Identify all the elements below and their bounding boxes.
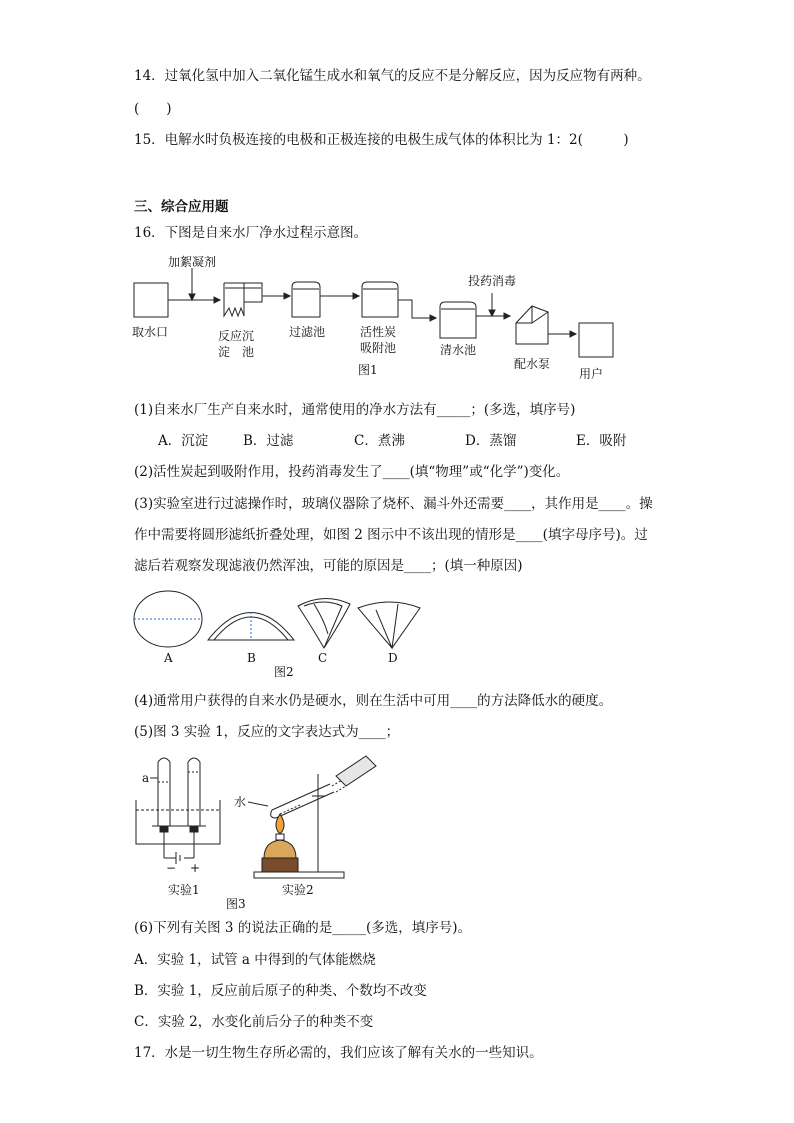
intake-box [134, 283, 168, 317]
q16-part4: (4)通常用户获得的自来水仍是硬水，则在生活中可用____的方法降低水的硬度。 [134, 693, 613, 709]
statement-b: B．实验 1，反应前后原子的种类、个数均不改变 [134, 983, 427, 999]
statement-a: A．实验 1，试管 a 中得到的气体能燃烧 [134, 952, 376, 968]
q16-part3-line1: (3)实验室进行过滤操作时，玻璃仪器除了烧杯、漏斗外还需要____，其作用是____。操 [134, 496, 653, 512]
tube-a-label: a [142, 771, 150, 785]
statement-c: C．实验 2，水变化前后分子的种类不变 [134, 1014, 374, 1030]
pump [516, 306, 548, 344]
q16-part2: (2)活性炭起到吸附作用，投药消毒发生了____(填“物理”或“化学”)变化。 [134, 464, 570, 480]
q16-part1: (1)自来水厂生产自来水时，通常使用的净水方法有_____；(多选，填序号) [134, 402, 576, 418]
electrolysis-tank [136, 800, 220, 844]
q14-answer-paren: ( ) [134, 101, 172, 117]
label-settle-2: 淀 池 [218, 345, 255, 359]
label-carbon-2: 吸附池 [360, 341, 397, 355]
label-disinfect: 投药消毒 [468, 274, 517, 288]
fig2-label-d: D [388, 651, 398, 665]
q16-part6: (6)下列有关图 3 的说法正确的是_____(多选，填序号)。 [134, 920, 472, 936]
paper-d-cone [358, 602, 420, 648]
exp1-label: 实验1 [168, 883, 200, 897]
fig2-label-b: B [247, 651, 256, 665]
label-intake: 取水口 [132, 325, 169, 339]
section-title: 三、综合应用题 [134, 199, 229, 215]
option-b: B．过滤 [243, 433, 294, 449]
option-c: C．煮沸 [354, 433, 405, 449]
clear-water-tank [440, 302, 476, 338]
figure3-caption: 图3 [226, 897, 246, 911]
user-box [579, 323, 613, 357]
option-a: A．沉淀 [158, 433, 209, 449]
q16-part3-line2: 作中需要将圆形滤纸折叠处理，如图 2 图示中不该出现的情形是____(填字母序号)。过 [134, 527, 648, 543]
test-tube [271, 784, 334, 818]
water-label: 水 [234, 795, 247, 809]
filter-tank [292, 282, 320, 317]
exp2-label: 实验2 [282, 883, 314, 897]
label-filter: 过滤池 [289, 325, 326, 339]
label-coagulant: 加絮凝剂 [168, 255, 217, 269]
figure2-filter-paper [128, 590, 448, 682]
figure2-caption: 图2 [274, 665, 294, 679]
figure1-flow-diagram [126, 250, 626, 386]
figure1-caption: 图1 [358, 363, 378, 377]
q17-stem: 17．水是一切生物生存所必需的，我们应该了解有关水的一些知识。 [134, 1045, 543, 1061]
label-settle-1: 反应沉 [218, 329, 255, 343]
option-e: E．吸附 [576, 433, 627, 449]
iron-stand-base [254, 872, 344, 878]
label-clear-water: 清水池 [440, 343, 477, 357]
alcohol-lamp [264, 840, 296, 858]
glass-plate [336, 756, 376, 786]
q15-text: 15．电解水时负极连接的电极和正极连接的电极生成气体的体积比为 1：2( ) [134, 132, 629, 148]
q14-text: 14．过氧化氢中加入二氧化锰生成水和氧气的反应不是分解反应，因为反应物有两种。 [134, 68, 651, 84]
tube-b [188, 758, 200, 826]
tube-a [158, 758, 170, 826]
option-d: D．蒸馏 [465, 433, 517, 449]
q16-stem: 16．下图是自来水厂净水过程示意图。 [134, 225, 368, 241]
q16-part3-line3: 滤后若观察发现滤液仍然浑浊，可能的原因是____；(填一种原因) [134, 558, 523, 574]
plus-sign: + [190, 861, 201, 875]
label-pump: 配水泵 [514, 357, 551, 371]
q16-part5: (5)图 3 实验 1，反应的文字表达式为____； [134, 724, 400, 740]
carbon-tank [362, 282, 398, 317]
fig2-label-c: C [318, 651, 328, 665]
minus-sign: − [166, 861, 177, 875]
figure3-experiments [130, 752, 430, 912]
fig2-label-a: A [164, 651, 173, 665]
label-carbon-1: 活性炭 [360, 325, 397, 339]
label-user: 用户 [579, 367, 604, 381]
